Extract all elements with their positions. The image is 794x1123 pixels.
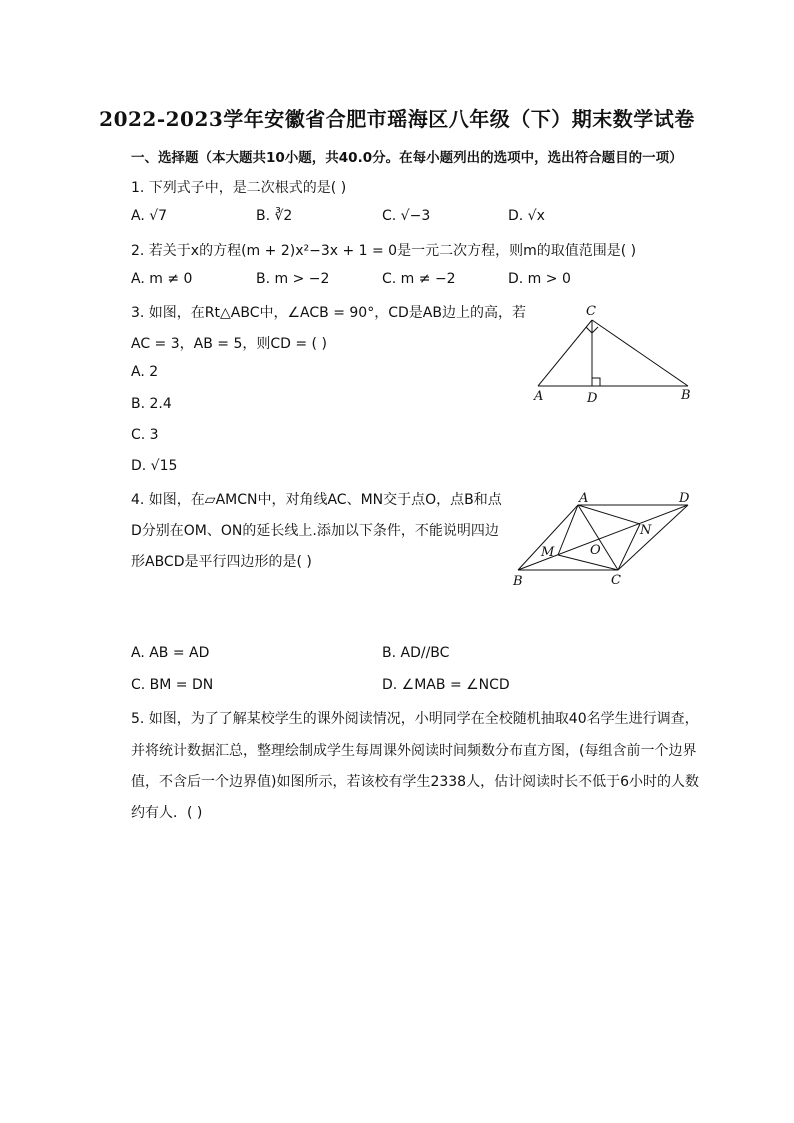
q3-stem-line1: 3. 如图，在Rt△ABC中，∠ACB = 90°，CD是AB边上的高，若 (131, 305, 526, 321)
segment-ac (538, 320, 592, 386)
q2-option-a: A. m ≠ 0 (131, 271, 193, 287)
segment-mc (558, 555, 618, 570)
q1-option-c: C. √−3 (382, 208, 431, 224)
label-m: M (541, 545, 555, 560)
segment-dc (618, 505, 688, 570)
q4-stem-line3: 形ABCD是平行四边形的是( ) (131, 554, 312, 570)
q4-parallelogram-figure (508, 488, 698, 588)
label-b: B (681, 388, 691, 403)
segment-an (578, 505, 640, 524)
q2-option-b: B. m > −2 (256, 271, 330, 287)
diagonal-ac (578, 505, 618, 570)
q4-stem-line2: D分别在OM、ON的延长线上.添加以下条件，不能说明四边 (131, 523, 499, 539)
q5-line3: 值，不含后一个边界值)如图所示，若该校有学生2338人，估计阅读时长不低于6小时的人数 (131, 774, 699, 790)
q4-option-a: A. AB = AD (131, 645, 210, 661)
label-c: C (586, 304, 596, 319)
q5-line1: 5. 如图，为了了解某校学生的课外阅读情况，小明同学在全校随机抽取40名学生进行调查， (131, 711, 699, 727)
label-a: A (534, 389, 544, 404)
segment-ba (518, 505, 578, 570)
label-b: B (513, 574, 523, 588)
section-heading: 一、选择题（本大题共10小题，共40.0分。在每小题列出的选项中，选出符合题目的一项） (131, 150, 683, 166)
label-o: O (590, 543, 601, 558)
diagonal-bd (518, 505, 688, 570)
q4-stem-line1: 4. 如图，在▱AMCN中，对角线AC、MN交于点O，点B和点 (131, 492, 502, 508)
label-a: A (579, 491, 589, 506)
q4-option-d: D. ∠MAB = ∠NCD (382, 677, 510, 693)
q1-stem: 1. 下列式子中，是二次根式的是( ) (131, 180, 347, 196)
segment-am (558, 505, 578, 555)
q3-option-b: B. 2.4 (131, 396, 172, 412)
q4-option-b: B. AD//BC (382, 645, 450, 661)
q3-option-d: D. √15 (131, 458, 178, 474)
label-d: D (587, 391, 598, 406)
segment-cb (592, 320, 688, 386)
q4-option-c: C. BM = DN (131, 677, 214, 693)
q2-stem: 2. 若关于x的方程(m + 2)x²−3x + 1 = 0是一元二次方程，则m的取值范围是( ) (131, 243, 637, 259)
q3-triangle-figure (528, 300, 708, 410)
right-angle-mark-d (592, 378, 600, 386)
q1-option-b: B. ∛2 (256, 208, 293, 224)
q5-line4: 约有人．( ) (131, 805, 203, 821)
q1-option-d: D. √x (508, 208, 545, 224)
label-n: N (640, 523, 652, 538)
q1-option-a: A. √7 (131, 208, 168, 224)
q3-option-a: A. 2 (131, 364, 159, 380)
q5-line2: 并将统计数据汇总，整理绘制成学生每周课外阅读时间频数分布直方图，(每组含前一个边界 (131, 743, 697, 759)
page-title: 2022-2023学年安徽省合肥市瑶海区八年级（下）期末数学试卷 (99, 107, 695, 131)
q2-option-c: C. m ≠ −2 (382, 271, 456, 287)
q2-option-d: D. m > 0 (508, 271, 571, 287)
q3-stem-line2: AC = 3，AB = 5，则CD = ( ) (131, 336, 327, 352)
label-d: D (679, 491, 690, 506)
label-c: C (611, 573, 621, 588)
q3-option-c: C. 3 (131, 427, 159, 443)
